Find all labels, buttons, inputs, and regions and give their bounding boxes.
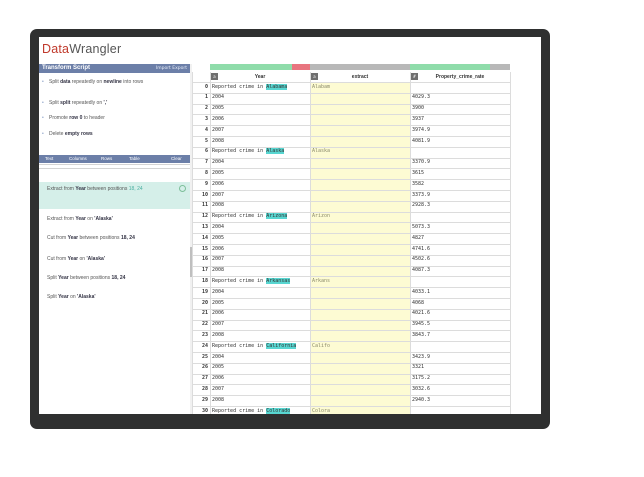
transform-text	[47, 274, 177, 282]
table-cell-year[interactable]	[212, 375, 309, 381]
import-export-link[interactable]: Import Export	[155, 66, 187, 71]
text-fragment: between positions	[68, 275, 112, 281]
row-number: 6	[204, 148, 208, 155]
cell-text: 2007	[212, 321, 225, 328]
transform-suggestion[interactable]	[39, 212, 190, 225]
table-cell-year[interactable]	[212, 397, 309, 403]
app-window	[39, 37, 541, 414]
row-number: 5	[204, 137, 208, 144]
table-cell-extract[interactable]: Alaska	[312, 148, 331, 155]
text-fragment: Extract from	[47, 216, 76, 222]
cell-text: 2004	[212, 288, 225, 295]
row-number: 2	[204, 105, 208, 112]
check-circle-icon[interactable]	[179, 185, 186, 192]
bold-parameter: Year	[75, 186, 86, 192]
cell-text: 2006	[212, 375, 225, 382]
state-highlight: Colorado	[266, 407, 291, 414]
row-number: 26	[201, 364, 208, 371]
table-cell-year[interactable]	[212, 192, 309, 198]
text-fragment: on	[68, 294, 78, 300]
table-cell-year[interactable]	[212, 224, 309, 230]
row-number: 28	[201, 385, 208, 392]
table-cell-year[interactable]	[212, 267, 309, 273]
category-tab-columns[interactable]: Columns	[69, 156, 87, 161]
divider	[39, 168, 190, 169]
table-cell-extract[interactable]: Colora	[312, 407, 331, 414]
cell-text: 2008	[212, 396, 225, 403]
row-number: 19	[201, 288, 208, 295]
cell-text: 2005	[212, 234, 225, 241]
row-number: 22	[201, 321, 208, 328]
cell-text: 2006	[212, 310, 225, 317]
table-cell-property-crime-rate[interactable]: 3321	[412, 364, 425, 371]
category-tab-table[interactable]: Table	[129, 156, 140, 161]
column-type-icon[interactable]: #	[411, 73, 418, 80]
cell-text: Reported crime in	[212, 407, 267, 414]
bold-parameter: 18, 24	[120, 235, 135, 241]
row-number: 29	[201, 396, 208, 403]
row-number: 18	[201, 277, 208, 284]
state-highlight: California	[266, 342, 297, 349]
table-cell-year[interactable]	[212, 246, 309, 252]
suggestion-text	[49, 99, 187, 107]
text-fragment: on	[78, 256, 87, 262]
text-fragment: Split	[47, 294, 59, 300]
table-cell-year[interactable]	[212, 181, 309, 187]
table-cell-property-crime-rate[interactable]: 4021.6	[412, 310, 431, 317]
table-cell-extract[interactable]: Arkans	[312, 277, 331, 284]
row-number: 30	[201, 407, 208, 414]
table-cell-year[interactable]	[212, 159, 309, 165]
text-fragment: Split	[47, 275, 59, 281]
row-number: 11	[201, 202, 208, 209]
column-type-icon[interactable]: a	[311, 73, 318, 80]
table-cell-property-crime-rate[interactable]: 5073.3	[412, 223, 431, 230]
quality-bar-year-valid	[210, 64, 292, 70]
cell-text: Reported crime in	[212, 277, 267, 284]
row-number: 23	[201, 331, 208, 338]
table-cell-extract[interactable]: Califo	[312, 342, 331, 349]
bold-parameter: 'Alaska'	[86, 256, 105, 262]
text-fragment: repeatedly on	[70, 79, 104, 85]
row-number: 15	[201, 245, 208, 252]
state-highlight: Alaska	[266, 148, 285, 155]
bold-parameter: split	[60, 100, 71, 106]
suggestion-text	[49, 78, 187, 86]
text-fragment: between positions	[85, 186, 129, 192]
table-cell-property-crime-rate[interactable]: 4081.9	[412, 137, 431, 144]
table-cell-property-crime-rate[interactable]: 3615	[412, 169, 425, 176]
row-number: 21	[201, 310, 208, 317]
table-cell-year[interactable]	[212, 289, 309, 295]
text-fragment: repeatedly on	[70, 100, 104, 106]
table-cell-property-crime-rate[interactable]: 4741.6	[412, 245, 431, 252]
transform-text	[47, 293, 177, 301]
table-cell-property-crime-rate[interactable]: 4502.6	[412, 256, 431, 263]
table-cell-year[interactable]	[212, 127, 309, 133]
transform-suggestion[interactable]	[39, 271, 190, 284]
category-tab-text[interactable]: Text	[45, 156, 54, 161]
row-number: 25	[201, 353, 208, 360]
bullet-icon: •	[42, 115, 44, 121]
row-number: 0	[204, 83, 208, 90]
transform-sidebar	[39, 64, 191, 414]
category-tab-rows[interactable]: Rows	[101, 156, 113, 161]
table-cell-year[interactable]	[212, 116, 309, 122]
row-number: 1	[204, 94, 208, 101]
cell-text: 2005	[212, 299, 225, 306]
quality-bar-extract	[310, 64, 410, 70]
table-cell-property-crime-rate[interactable]: 3370.9	[412, 159, 431, 166]
quality-bar-year-invalid	[292, 64, 310, 70]
table-cell-year[interactable]	[212, 170, 309, 176]
app-header	[39, 37, 541, 64]
data-table	[192, 64, 541, 414]
bold-parameter: row 0	[69, 115, 83, 121]
table-cell-property-crime-rate[interactable]: 4087.3	[412, 267, 431, 274]
row-number: 16	[201, 256, 208, 263]
transform-suggestion[interactable]	[39, 252, 190, 265]
bold-parameter: 'Alaska'	[77, 294, 96, 300]
highlight-parameter: 18, 24	[128, 186, 143, 192]
table-cell-year[interactable]	[212, 408, 309, 414]
table-cell-year[interactable]	[212, 321, 309, 327]
table-cell-year[interactable]	[212, 300, 309, 306]
cell-text: Reported crime in	[212, 213, 267, 220]
cell-text: 2008	[212, 202, 225, 209]
cell-text: 2004	[212, 223, 225, 230]
category-tab-clear[interactable]: Clear	[171, 156, 182, 161]
table-cell-property-crime-rate[interactable]: 3032.6	[412, 385, 431, 392]
row-number: 14	[201, 234, 208, 241]
text-fragment: Split	[49, 100, 61, 106]
table-cell-property-crime-rate[interactable]: 3423.9	[412, 353, 431, 360]
transform-text	[47, 234, 177, 242]
state-highlight: Arkansas	[266, 277, 291, 284]
bullet-icon: •	[42, 131, 44, 137]
cell-text: 2004	[212, 353, 225, 360]
transform-suggestion[interactable]	[39, 182, 190, 209]
table-cell-year[interactable]	[212, 354, 309, 360]
cell-text: 2006	[212, 115, 225, 122]
text-fragment: into rows	[121, 79, 144, 85]
category-bar	[39, 155, 190, 163]
row-number: 10	[201, 191, 208, 198]
transform-text	[47, 215, 177, 223]
table-cell-year[interactable]	[212, 256, 309, 262]
cell-text: Reported crime in	[212, 342, 267, 349]
row-number: 4	[204, 126, 208, 133]
cell-text: 2007	[212, 385, 225, 392]
bold-parameter: Year	[67, 256, 79, 262]
table-cell-property-crime-rate[interactable]: 3937	[412, 115, 425, 122]
row-number: 20	[201, 299, 208, 306]
bold-parameter: ','	[103, 100, 108, 106]
quality-bar-rate-missing	[490, 64, 510, 70]
table-cell-property-crime-rate[interactable]: 4068	[412, 299, 425, 306]
row-number: 3	[204, 115, 208, 122]
row-number: 13	[201, 223, 208, 230]
table-cell-year[interactable]	[212, 310, 309, 316]
cell-text: 2008	[212, 267, 225, 274]
column-header-property_crime_rate[interactable]: Property_crime_rate	[435, 74, 485, 80]
cell-text: 2008	[212, 331, 225, 338]
row-number: 9	[204, 180, 208, 187]
bullet-icon: •	[42, 100, 44, 106]
table-cell-extract[interactable]: Arizon	[312, 213, 331, 220]
table-cell-property-crime-rate[interactable]: 4029.3	[412, 94, 431, 101]
bold-parameter: Year	[58, 275, 69, 281]
column-type-icon[interactable]: a	[211, 73, 218, 80]
table-cell-property-crime-rate[interactable]: 3373.9	[412, 191, 431, 198]
extract-column-highlight	[310, 82, 410, 414]
row-number: 12	[201, 213, 208, 220]
table-cell-year[interactable]	[212, 138, 309, 144]
transform-text	[47, 255, 177, 263]
suggestion-text	[49, 114, 187, 122]
table-cell-year[interactable]	[212, 105, 309, 111]
table-cell-year[interactable]	[212, 235, 309, 241]
table-cell-year[interactable]	[212, 148, 309, 154]
table-cell-year[interactable]	[212, 84, 309, 90]
table-cell-year[interactable]	[212, 278, 309, 284]
table-cell-year[interactable]	[212, 332, 309, 338]
transform-suggestion[interactable]	[39, 290, 190, 303]
bold-parameter: data	[60, 79, 71, 85]
cell-text: 2007	[212, 256, 225, 263]
grid-line	[510, 72, 511, 414]
table-cell-property-crime-rate[interactable]: 2928.3	[412, 202, 431, 209]
text-fragment: to header	[82, 115, 105, 121]
table-cell-property-crime-rate[interactable]: 4033.1	[412, 288, 431, 295]
divider	[39, 164, 190, 165]
table-cell-year[interactable]	[212, 213, 309, 219]
bold-parameter: Year	[67, 235, 79, 241]
bold-parameter: Year	[58, 294, 69, 300]
state-highlight: Arizona	[266, 213, 288, 220]
table-cell-property-crime-rate[interactable]: 2940.3	[412, 396, 431, 403]
text-fragment: Cut from	[47, 256, 68, 262]
table-cell-property-crime-rate[interactable]: 3945.5	[412, 321, 431, 328]
cell-text: Reported crime in	[212, 83, 267, 90]
column-header-extract[interactable]: extract	[351, 74, 369, 80]
table-cell-year[interactable]	[212, 202, 309, 208]
text-fragment: between positions	[78, 235, 121, 241]
quality-bar-rate-valid	[410, 64, 490, 70]
table-cell-year[interactable]	[212, 386, 309, 392]
text-fragment: Split	[49, 79, 61, 85]
row-number: 27	[201, 375, 208, 382]
bold-parameter: newline	[103, 79, 122, 85]
transform-text	[47, 185, 177, 193]
text-fragment: Extract from	[47, 186, 76, 192]
cell-text: 2006	[212, 180, 225, 187]
logo: DataWrangler	[42, 42, 122, 56]
cell-text: 2004	[212, 94, 225, 101]
table-cell-year[interactable]	[212, 94, 309, 100]
suggestion-text	[49, 130, 187, 138]
cell-text: 2007	[212, 191, 225, 198]
row-number: 7	[204, 159, 208, 166]
transform-script-title: Transform Script	[42, 65, 91, 71]
transform-script-bar	[39, 64, 190, 73]
transform-suggestion[interactable]	[39, 231, 190, 244]
table-cell-year[interactable]	[212, 343, 309, 349]
table-cell-property-crime-rate[interactable]: 3900	[412, 105, 425, 112]
cell-text: 2005	[212, 169, 225, 176]
cell-text: 2006	[212, 245, 225, 252]
cell-text: 2005	[212, 364, 225, 371]
bold-parameter: Year	[75, 216, 86, 222]
table-cell-extract[interactable]: Alabam	[312, 83, 331, 90]
cell-text: 2004	[212, 159, 225, 166]
table-cell-year[interactable]	[212, 364, 309, 370]
row-number: 24	[201, 342, 208, 349]
text-fragment: Delete	[49, 131, 65, 137]
bold-parameter: 18, 24	[111, 275, 126, 281]
state-highlight: Alabama	[266, 83, 288, 90]
table-cell-property-crime-rate[interactable]: 4827	[412, 234, 425, 241]
text-fragment: on	[85, 216, 95, 222]
table-cell-property-crime-rate[interactable]: 3974.9	[412, 126, 431, 133]
bold-parameter: empty rows	[64, 131, 93, 137]
table-cell-property-crime-rate[interactable]: 3582	[412, 180, 425, 187]
bullet-icon: •	[42, 79, 44, 85]
cell-text: 2008	[212, 137, 225, 144]
text-fragment: Promote	[49, 115, 70, 121]
table-cell-property-crime-rate[interactable]: 3843.7	[412, 331, 431, 338]
cell-text: 2005	[212, 105, 225, 112]
row-number: 8	[204, 169, 208, 176]
cell-text: 2007	[212, 126, 225, 133]
table-cell-property-crime-rate[interactable]: 3175.2	[412, 375, 431, 382]
row-number: 17	[201, 267, 208, 274]
text-fragment: Cut from	[47, 235, 68, 241]
column-header-year[interactable]: Year	[254, 74, 266, 80]
bold-parameter: 'Alaska'	[94, 216, 113, 222]
cell-text: Reported crime in	[212, 148, 267, 155]
